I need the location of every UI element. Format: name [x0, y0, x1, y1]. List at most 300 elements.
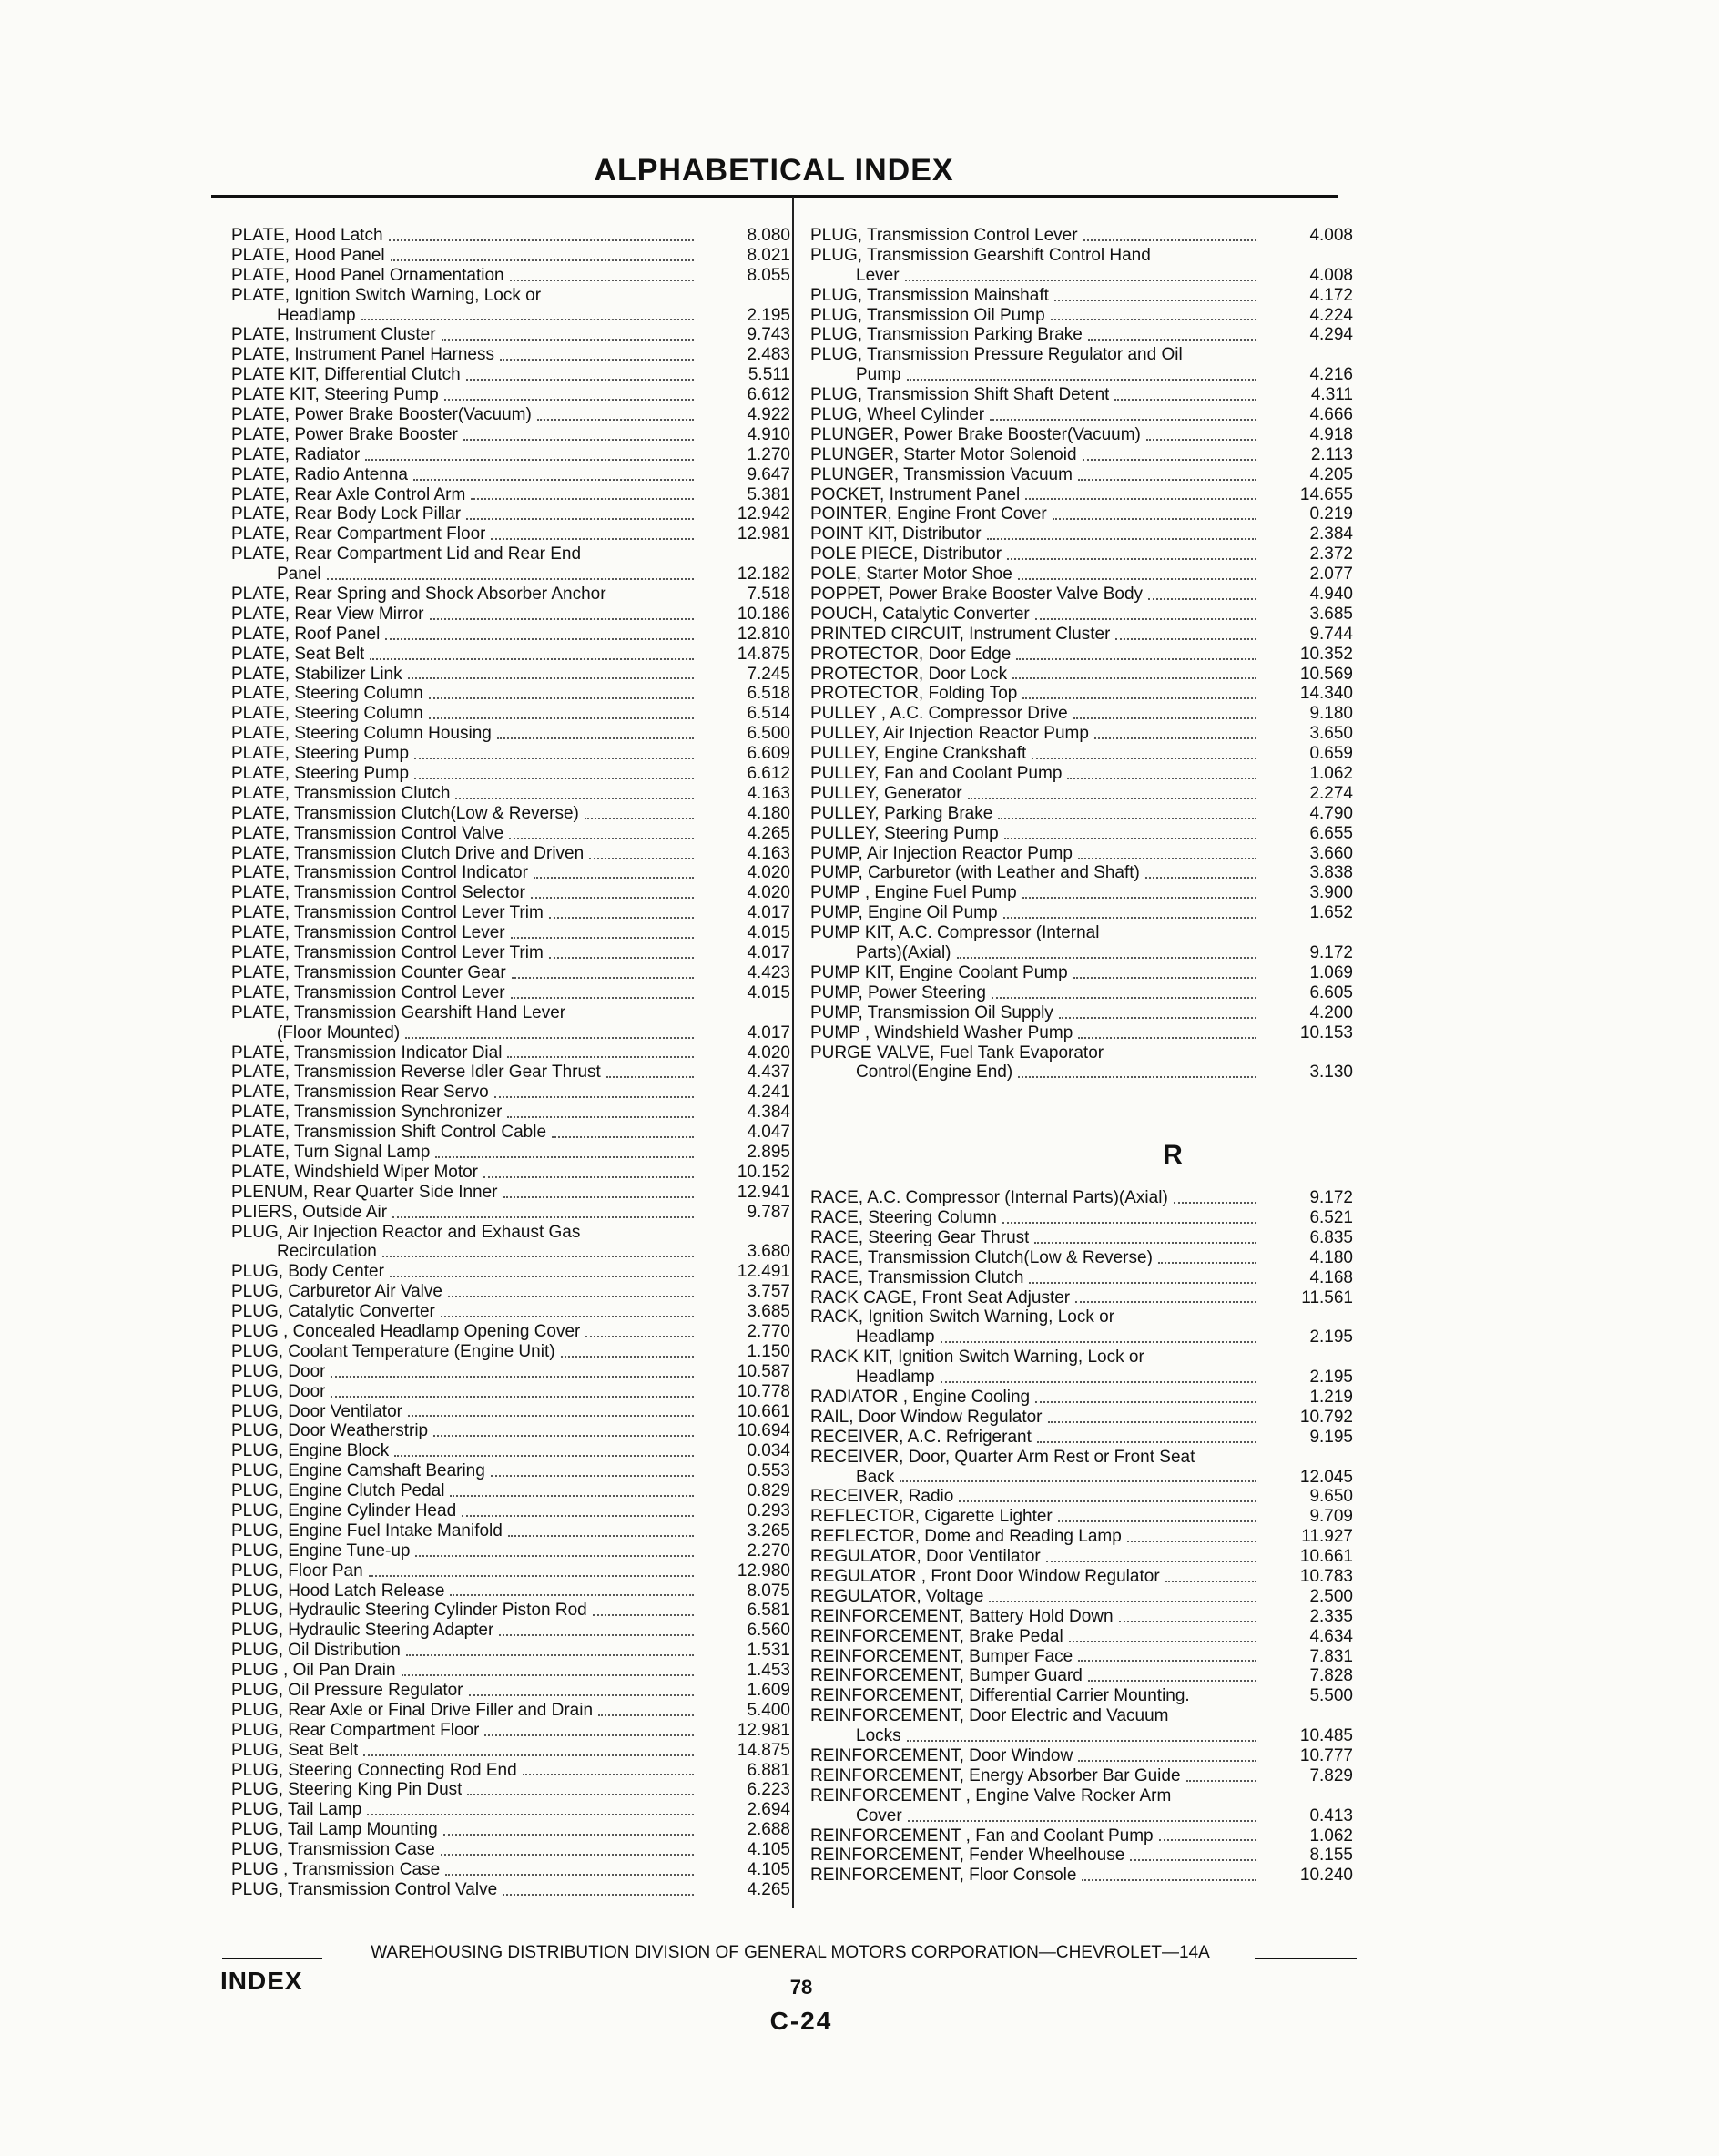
dot-leader: [429, 717, 694, 719]
index-entry-number: 6.560: [747, 1621, 790, 1641]
index-entry-text: PLUG, Engine Camshaft Bearing: [231, 1461, 485, 1481]
index-entry-text: PLUG, Transmission Control Lever: [810, 225, 1078, 245]
index-entry-text: REINFORCEMENT, Fender Wheelhouse: [810, 1846, 1125, 1866]
index-entry: [231, 684, 790, 704]
index-entry-text: RACE, Steering Gear Thrust: [810, 1227, 1030, 1247]
index-entry-text: PLATE, Windshield Wiper Motor: [231, 1162, 479, 1182]
dot-leader: [512, 976, 694, 979]
dot-leader: [462, 1514, 694, 1517]
index-entry: [810, 524, 1353, 544]
index-entry: [810, 665, 1353, 685]
dot-leader: [1115, 637, 1256, 640]
index-entry: [231, 724, 790, 744]
index-entry-text: RACK KIT, Ignition Switch Warning, Lock or: [810, 1348, 1144, 1368]
index-entry-number: 3.650: [1309, 724, 1353, 744]
index-entry-number: 9.180: [1309, 704, 1353, 724]
dot-leader: [1088, 1679, 1256, 1682]
index-entry: [231, 704, 790, 724]
index-entry-text: PLUG, Door: [231, 1361, 326, 1381]
index-entry-number: 7.831: [1309, 1646, 1353, 1666]
index-entry-text: PROTECTOR, Door Lock: [810, 664, 1008, 684]
index-entry: [810, 605, 1353, 625]
index-entry-number: 7.828: [1309, 1666, 1353, 1686]
index-entry: [231, 824, 790, 844]
dot-leader: [571, 1018, 694, 1019]
dot-leader: [1067, 777, 1256, 779]
index-entry-text: PLATE, Hood Panel Ornamentation: [231, 265, 504, 285]
index-entry: [231, 784, 790, 804]
index-entry-text: REINFORCEMENT, Brake Pedal: [810, 1626, 1063, 1646]
index-entry-number: 2.274: [1309, 783, 1353, 803]
index-entry: [810, 1043, 1353, 1063]
index-entry-text: Headlamp: [856, 1368, 935, 1388]
index-entry-number: 4.940: [1309, 585, 1353, 605]
index-entry-number: 4.200: [1309, 1002, 1353, 1022]
index-entry-number: 4.105: [747, 1840, 790, 1860]
dot-leader: [433, 1434, 694, 1437]
index-entry: [810, 405, 1353, 425]
dot-leader: [1035, 1400, 1256, 1403]
index-entry-text: PULLEY, Fan and Coolant Pump: [810, 764, 1063, 784]
index-entry-number: 4.015: [747, 982, 790, 1002]
index-entry-number: 1.219: [1309, 1387, 1353, 1407]
index-entry-text: PLUG, Coolant Temperature (Engine Unit): [231, 1341, 555, 1361]
index-entry-text: PLATE, Power Brake Booster: [231, 424, 458, 444]
dot-leader: [1119, 1620, 1256, 1622]
index-entry-text: PLATE, Stabilizer Link: [231, 664, 402, 684]
index-entry-text: POLE PIECE, Distributor: [810, 544, 1002, 564]
index-entry: [810, 1746, 1353, 1766]
index-entry-text: PLUG, Body Center: [231, 1262, 384, 1282]
index-entry-text: PLUG, Transmission Case: [231, 1840, 435, 1860]
index-entry-text: PLATE, Turn Signal Lamp: [231, 1142, 431, 1162]
index-entry-text: PLATE, Transmission Indicator Dial: [231, 1042, 503, 1063]
dot-leader: [537, 418, 694, 421]
index-entry-text: (Floor Mounted): [277, 1022, 401, 1042]
index-entry-text: REGULATOR, Voltage: [810, 1586, 984, 1606]
index-entry-text: REGULATOR, Door Ventilator: [810, 1547, 1041, 1567]
index-entry: [810, 1327, 1353, 1348]
dot-leader: [445, 1873, 694, 1876]
index-entry-number: 10.783: [1299, 1566, 1353, 1586]
dot-leader: [405, 1036, 694, 1039]
index-entry-number: 6.835: [1309, 1227, 1353, 1247]
dot-leader: [941, 1380, 1256, 1383]
index-entry-text: PROTECTOR, Folding Top: [810, 684, 1018, 704]
index-entry: [810, 286, 1353, 306]
index-entry-text: POLE, Starter Motor Shoe: [810, 564, 1012, 585]
index-entry-number: 3.680: [747, 1242, 790, 1262]
dot-leader: [1003, 916, 1256, 919]
index-entry-number: 4.294: [1309, 325, 1353, 345]
index-entry: [810, 266, 1353, 286]
index-entry: [810, 824, 1353, 844]
index-entry-number: 4.205: [1309, 464, 1353, 484]
dot-leader: [389, 239, 694, 241]
index-entry-number: 3.757: [747, 1282, 790, 1302]
index-entry: [231, 485, 790, 505]
dot-leader: [1156, 260, 1256, 261]
index-entry: [231, 286, 790, 306]
index-entry-text: RACK CAGE, Front Seat Adjuster: [810, 1287, 1071, 1307]
dot-leader: [508, 1534, 694, 1537]
index-entry-number: 4.311: [1310, 385, 1353, 405]
index-entry: [231, 1761, 790, 1781]
index-entry-number: 1.062: [1309, 764, 1353, 784]
index-entry: [810, 943, 1353, 963]
index-entry: [231, 665, 790, 685]
index-entry-number: 4.384: [747, 1103, 790, 1123]
index-entry: [810, 1587, 1353, 1607]
index-entry-number: 8.075: [747, 1581, 790, 1601]
index-entry: [231, 645, 790, 665]
index-entry: [810, 1786, 1353, 1806]
index-entry: [810, 1268, 1353, 1288]
index-entry-number: 1.062: [1309, 1825, 1353, 1846]
index-entry-text: Panel: [277, 564, 321, 585]
index-entry-number: 5.500: [1309, 1686, 1353, 1706]
dot-leader: [1058, 1520, 1256, 1522]
index-entry: [810, 544, 1353, 564]
index-entry: [231, 1860, 790, 1880]
page-number: 78: [789, 1976, 813, 1998]
index-entry-text: RECEIVER, Door, Quarter Arm Rest or Front Seat: [810, 1447, 1195, 1467]
index-entry-text: REINFORCEMENT, Door Window: [810, 1746, 1073, 1765]
index-entry-text: Headlamp: [277, 305, 356, 325]
index-entry-number: 10.186: [737, 604, 790, 624]
index-entry-text: PURGE VALVE, Fuel Tank Evaporator: [810, 1042, 1104, 1063]
index-entry-number: 4.437: [747, 1063, 790, 1083]
index-entry-number: 9.743: [747, 325, 790, 345]
index-entry: [231, 1820, 790, 1840]
dot-leader: [907, 378, 1256, 381]
dot-leader: [450, 1494, 694, 1497]
dot-leader: [497, 737, 694, 739]
index-entry-text: PLATE, Ignition Switch Warning, Lock or: [231, 285, 542, 305]
index-entry: [810, 645, 1353, 665]
dot-leader: [1109, 1057, 1256, 1058]
dot-leader: [1127, 1540, 1256, 1542]
index-entry-text: POINTER, Engine Front Cover: [810, 504, 1047, 524]
index-entry-text: REINFORCEMENT , Fan and Coolant Pump: [810, 1825, 1154, 1846]
index-entry: [810, 1188, 1353, 1208]
dot-leader: [1130, 1858, 1256, 1861]
index-entry-text: PLUG , Oil Pan Drain: [231, 1661, 396, 1681]
index-entry-number: 12.980: [737, 1561, 790, 1581]
index-entry-number: 14.875: [737, 1740, 790, 1760]
dot-leader: [990, 418, 1256, 421]
index-entry: [231, 306, 790, 326]
index-entry: [231, 1302, 790, 1322]
index-entry-text: PLATE, Transmission Gearshift Hand Lever: [231, 1002, 566, 1022]
index-entry-number: 4.634: [1309, 1626, 1353, 1646]
index-entry: [231, 1800, 790, 1820]
index-entry: [810, 864, 1353, 884]
page-title: ALPHABETICAL INDEX: [594, 153, 954, 188]
dot-leader: [1032, 757, 1256, 759]
index-entry-number: 4.922: [747, 405, 790, 424]
index-entry: [810, 1408, 1353, 1428]
index-entry-number: 2.895: [747, 1142, 790, 1162]
index-entry-number: 0.829: [747, 1481, 790, 1501]
index-entry: [231, 1780, 790, 1800]
dot-leader: [1148, 597, 1256, 600]
index-entry: [810, 625, 1353, 645]
index-entry-text: PLATE, Transmission Counter Gear: [231, 962, 506, 982]
index-entry-text: PLATE, Seat Belt: [231, 644, 365, 664]
index-entry-text: Lever: [856, 265, 900, 285]
index-entry-number: 10.661: [737, 1401, 790, 1421]
index-entry-number: 6.605: [1309, 982, 1353, 1002]
index-entry-number: 10.152: [737, 1162, 790, 1182]
dot-leader: [1088, 338, 1256, 341]
index-entry: [231, 844, 790, 864]
index-entry-number: 4.168: [1309, 1267, 1353, 1287]
index-entry: [231, 625, 790, 645]
index-entry-text: PLUG, Steering Connecting Rod End: [231, 1760, 517, 1780]
dot-leader: [450, 1593, 694, 1596]
dot-leader: [1083, 239, 1256, 241]
index-entry-text: PLATE, Transmission Clutch Drive and Driven: [231, 843, 585, 863]
index-entry-text: PLUG, Transmission Control Valve: [231, 1879, 498, 1899]
index-entry: [810, 1023, 1353, 1043]
index-entry-number: 4.163: [747, 783, 790, 803]
index-entry: [810, 1228, 1353, 1248]
index-entry-text: REINFORCEMENT, Door Electric and Vacuum: [810, 1706, 1169, 1726]
index-entry-text: Parts)(Axial): [856, 943, 951, 963]
dot-leader: [1004, 837, 1256, 839]
index-entry-number: 6.655: [1309, 823, 1353, 843]
dot-leader: [1022, 697, 1256, 699]
index-entry: [231, 903, 790, 923]
index-entry-number: 2.195: [1309, 1327, 1353, 1348]
index-entry-text: PLATE, Radio Antenna: [231, 464, 408, 484]
index-entry-number: 14.875: [737, 644, 790, 664]
dot-leader: [1094, 737, 1256, 739]
dot-leader: [905, 279, 1256, 281]
index-entry: [810, 226, 1353, 246]
index-entry: [810, 1507, 1353, 1527]
index-entry: [231, 1282, 790, 1302]
index-entry: [231, 1342, 790, 1362]
index-entry-text: PLUNGER, Transmission Vacuum: [810, 464, 1073, 484]
dot-leader: [1114, 398, 1256, 401]
dot-leader: [507, 1115, 694, 1118]
index-entry: [231, 1223, 790, 1243]
dot-leader: [469, 1693, 695, 1696]
index-entry-number: 9.650: [1309, 1487, 1353, 1507]
index-entry-text: REINFORCEMENT , Engine Valve Rocker Arm: [810, 1785, 1172, 1805]
index-entry-text: RACE, Transmission Clutch(Low & Reverse): [810, 1247, 1153, 1267]
dot-leader: [430, 617, 694, 620]
index-entry: [810, 744, 1353, 764]
index-entry: [231, 345, 790, 365]
index-entry-number: 2.195: [1309, 1368, 1353, 1388]
dot-leader: [365, 458, 694, 461]
index-entry: [231, 1441, 790, 1461]
index-entry: [231, 1362, 790, 1382]
dot-leader: [331, 1375, 694, 1378]
dot-leader: [998, 817, 1256, 819]
index-group-r: [810, 1188, 1353, 1886]
index-entry-text: PLATE, Transmission Control Lever: [231, 923, 505, 943]
index-entry: [231, 983, 790, 1003]
index-entry-number: 7.518: [747, 585, 790, 605]
dot-leader: [466, 378, 694, 381]
index-entry: [231, 1601, 790, 1621]
index-entry-text: PLENUM, Rear Quarter Side Inner: [231, 1182, 498, 1202]
index-entry-text: PLATE, Instrument Panel Harness: [231, 345, 494, 365]
index-entry-text: PLATE, Power Brake Booster(Vacuum): [231, 405, 532, 424]
index-entry-number: 2.688: [747, 1820, 790, 1840]
index-entry-number: 5.511: [748, 365, 790, 385]
index-entry: [231, 883, 790, 903]
index-entry: [231, 1521, 790, 1541]
index-entry-text: Control(Engine End): [856, 1063, 1013, 1083]
index-entry-number: 6.514: [747, 704, 790, 724]
index-entry-text: PLATE, Roof Panel: [231, 624, 381, 644]
index-entry-number: 10.587: [737, 1361, 790, 1381]
index-entry: [810, 903, 1353, 923]
index-entry: [231, 1681, 790, 1701]
index-entry: [231, 1043, 790, 1063]
dot-leader: [441, 1315, 694, 1317]
index-entry-text: PLATE, Transmission Control Lever Trim: [231, 943, 544, 963]
index-entry-text: PROTECTOR, Door Edge: [810, 644, 1012, 664]
index-entry-text: PUMP, Carburetor (with Leather and Shaft): [810, 863, 1140, 883]
index-entry: [810, 983, 1353, 1003]
dot-leader: [1037, 1440, 1256, 1443]
index-entry-number: 1.652: [1309, 903, 1353, 923]
dot-leader: [500, 358, 694, 361]
index-entry-number: 6.581: [747, 1601, 790, 1621]
index-entry-number: 4.008: [1309, 225, 1353, 245]
dot-leader: [1073, 717, 1256, 719]
dot-leader: [900, 1480, 1256, 1482]
dot-leader: [363, 1754, 694, 1756]
dot-leader: [491, 537, 694, 540]
dot-leader: [507, 1055, 694, 1058]
index-entry-number: 6.612: [747, 385, 790, 405]
index-entry: [231, 1421, 790, 1441]
index-entry-number: 4.017: [747, 1022, 790, 1042]
footer-index-label: INDEX: [220, 1967, 303, 1995]
index-entry-number: 2.195: [747, 305, 790, 325]
index-entry-number: 10.778: [737, 1381, 790, 1401]
dot-leader: [1069, 1640, 1256, 1642]
index-entry-text: PUMP, Air Injection Reactor Pump: [810, 843, 1073, 863]
index-entry-text: PLIERS, Outside Air: [231, 1202, 388, 1222]
dot-leader: [1078, 478, 1256, 481]
index-entry-text: PUMP, Transmission Oil Supply: [810, 1002, 1053, 1022]
index-entry: [810, 1866, 1353, 1886]
index-entry: [810, 1248, 1353, 1268]
index-entry: [231, 1103, 790, 1123]
index-entry: [231, 1402, 790, 1422]
index-entry-number: 4.105: [747, 1860, 790, 1880]
index-entry-number: 4.008: [1309, 265, 1353, 285]
index-entry-number: 0.293: [747, 1500, 790, 1520]
index-entry-text: PLUG, Oil Distribution: [231, 1641, 401, 1661]
index-entry-text: PLATE, Transmission Clutch(Low & Reverse): [231, 803, 579, 823]
index-entry: [231, 1063, 790, 1083]
index-entry: [810, 385, 1353, 405]
index-entry-text: PLUG, Door Weatherstrip: [231, 1421, 429, 1441]
index-entry: [810, 564, 1353, 585]
index-entry: [231, 325, 790, 345]
index-entry-number: 2.335: [1309, 1606, 1353, 1626]
index-entry-text: PLUG, Transmission Shift Shaft Detent: [810, 385, 1110, 405]
dot-leader: [441, 1853, 694, 1856]
index-entry-text: PLUG, Engine Cylinder Head: [231, 1500, 457, 1520]
index-entry-text: REINFORCEMENT, Differential Carrier Mounting.: [810, 1686, 1190, 1706]
index-entry: [810, 883, 1353, 903]
index-entry: [810, 1288, 1353, 1308]
footer-publisher: WAREHOUSING DISTRIBUTION DIVISION OF GENERAL MOTORS CORPORATION—CHEVROLET—14A: [371, 1943, 1210, 1962]
index-entry-text: PLATE, Rear Compartment Lid and Rear End: [231, 544, 582, 564]
index-entry-number: 5.381: [747, 484, 790, 504]
index-entry: [810, 923, 1353, 943]
index-entry-text: PLATE, Transmission Reverse Idler Gear Thrust: [231, 1063, 601, 1083]
index-entry: [810, 1627, 1353, 1647]
dot-leader: [908, 1819, 1256, 1822]
index-entry: [231, 943, 790, 963]
index-entry: [231, 385, 790, 405]
index-entry-number: 0.659: [1309, 744, 1353, 764]
index-entry-text: PLATE, Transmission Shift Control Cable: [231, 1123, 547, 1143]
dot-leader: [1022, 896, 1256, 899]
index-entry-text: PLATE KIT, Differential Clutch: [231, 365, 461, 385]
index-entry: [231, 1023, 790, 1043]
dot-leader: [1104, 938, 1256, 939]
index-entry-text: Locks: [856, 1726, 901, 1746]
index-entry: [231, 1840, 790, 1860]
index-entry-text: PLUG, Carburetor Air Valve: [231, 1282, 442, 1302]
index-entry-number: 10.661: [1299, 1547, 1353, 1567]
index-entry-number: 4.017: [747, 943, 790, 963]
dot-leader: [499, 1633, 694, 1636]
index-entry-text: REINFORCEMENT, Bumper Guard: [810, 1666, 1083, 1686]
index-entry-text: PLUG, Steering King Pin Dust: [231, 1780, 463, 1800]
index-entry: [810, 684, 1353, 704]
footer-rule: [1255, 1958, 1357, 1959]
index-entry-number: 6.609: [747, 744, 790, 764]
index-entry: [810, 804, 1353, 824]
index-entry-number: 9.744: [1309, 624, 1353, 644]
dot-leader: [1174, 1721, 1256, 1722]
index-entry-text: Headlamp: [856, 1327, 935, 1348]
dot-leader: [1002, 1221, 1256, 1224]
index-entry-number: 4.918: [1309, 424, 1353, 444]
index-entry-text: REINFORCEMENT, Floor Console: [810, 1866, 1077, 1886]
index-entry-number: 12.182: [737, 564, 790, 585]
index-entry-text: POPPET, Power Brake Booster Valve Body: [810, 585, 1144, 605]
index-entry: [810, 1208, 1353, 1228]
index-entry: [231, 1382, 790, 1402]
index-entry: [231, 1541, 790, 1561]
index-entry-text: PLATE, Transmission Clutch: [231, 783, 451, 803]
index-entry-number: 12.981: [737, 1720, 790, 1740]
dot-leader: [1146, 438, 1256, 441]
dot-leader: [523, 1773, 694, 1775]
index-entry-number: 1.609: [747, 1681, 790, 1700]
index-entry-number: 12.941: [737, 1182, 790, 1202]
dot-leader: [546, 300, 694, 301]
dot-leader: [391, 259, 694, 261]
index-entry: [810, 1706, 1353, 1726]
index-entry-number: 4.020: [747, 883, 790, 903]
index-entry-number: 12.045: [1299, 1467, 1353, 1487]
